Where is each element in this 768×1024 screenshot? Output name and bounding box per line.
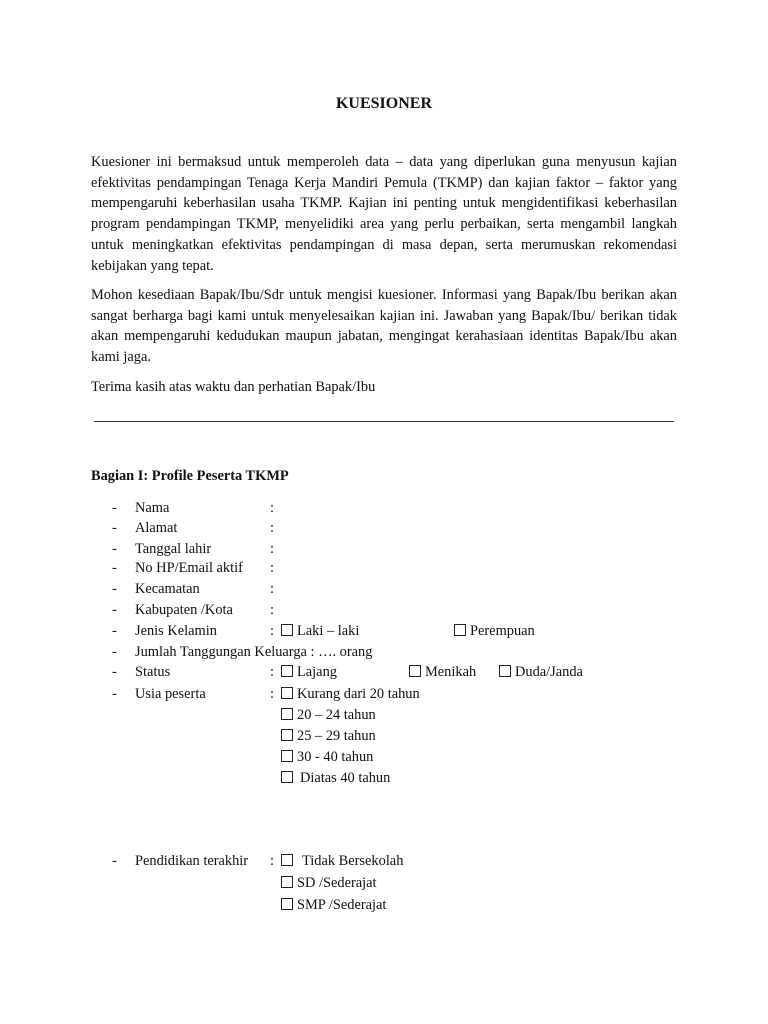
bullet-dash: - — [112, 581, 117, 597]
option-row — [0, 768, 768, 789]
checkbox-icon[interactable] — [281, 876, 293, 888]
option-pendidikan-1[interactable] — [281, 851, 403, 872]
bullet-dash: - — [112, 623, 117, 639]
option-pendidikan-3[interactable] — [281, 895, 386, 916]
field-colon[interactable]: : — [270, 500, 274, 516]
bullet-dash: - — [112, 853, 117, 869]
field-colon[interactable]: : — [270, 520, 274, 536]
field-label-usia: Usia peserta — [135, 686, 206, 702]
field-label-jenis-kelamin: Jenis Kelamin — [135, 623, 217, 639]
field-row-nama — [0, 498, 768, 519]
field-label-hp-email: No HP/Email aktif — [135, 560, 243, 576]
option-row — [0, 705, 768, 726]
field-row-usia — [0, 684, 768, 705]
bullet-dash: - — [112, 520, 117, 536]
option-label: Kurang dari 20 tahun — [297, 686, 420, 702]
option-label: Menikah — [425, 664, 477, 680]
bullet-dash: - — [112, 686, 117, 702]
option-duda-janda[interactable] — [499, 662, 583, 683]
option-menikah[interactable] — [409, 662, 476, 683]
field-colon: : — [270, 623, 274, 639]
field-row-pendidikan — [0, 851, 768, 872]
field-row-kabupaten — [0, 600, 768, 621]
field-label-alamat: Alamat — [135, 520, 178, 536]
option-usia-1[interactable] — [281, 684, 420, 705]
option-pendidikan-2[interactable] — [281, 873, 377, 894]
option-row — [0, 873, 768, 894]
intro-paragraph-2: Mohon kesediaan Bapak/Ibu/Sdr untuk mengisi kuesioner. Informasi yang Bapak/Ibu berikan akan sangat berharga bagi kami untuk menyelesaikan kajian ini. Jawaban yang Bapak/Ibu/ berikan tidak akan mempengaruhi kedudukan maupun jabatan, mengingat kerahasiaan identitas Bapak/Ibu akan kami jaga. — [91, 287, 677, 366]
field-label-tanggal-lahir: Tanggal lahir — [135, 541, 212, 557]
option-label: 20 – 24 tahun — [297, 707, 376, 723]
field-label-kecamatan: Kecamatan — [135, 581, 200, 597]
checkbox-icon[interactable] — [454, 624, 466, 636]
field-colon[interactable]: : — [270, 560, 274, 576]
field-colon: : — [270, 664, 274, 680]
checkbox-icon[interactable] — [281, 665, 293, 677]
checkbox-icon[interactable] — [409, 665, 421, 677]
checkbox-icon[interactable] — [281, 898, 293, 910]
option-label: Diatas 40 tahun — [300, 770, 391, 786]
option-label: Duda/Janda — [515, 664, 583, 680]
field-row-tanggungan — [0, 642, 768, 663]
option-label: Perempuan — [470, 623, 535, 639]
bullet-dash: - — [112, 560, 117, 576]
field-row-status — [0, 662, 768, 683]
field-row-alamat — [0, 518, 768, 539]
option-perempuan[interactable] — [454, 621, 535, 642]
field-label-tanggungan[interactable]: Jumlah Tanggungan Keluarga : …. orang — [135, 644, 373, 660]
bullet-dash: - — [112, 602, 117, 618]
field-colon[interactable]: : — [270, 541, 274, 557]
option-label: SD /Sederajat — [297, 875, 377, 891]
option-usia-3[interactable] — [281, 726, 376, 747]
option-laki-laki[interactable] — [281, 621, 359, 642]
option-usia-2[interactable] — [281, 705, 376, 726]
option-usia-4[interactable] — [281, 747, 373, 768]
field-row-jenis-kelamin — [0, 621, 768, 642]
bullet-dash: - — [112, 541, 117, 557]
field-row-hp-email — [0, 558, 768, 579]
option-label: Lajang — [297, 664, 337, 680]
bullet-dash: - — [112, 500, 117, 516]
field-label-pendidikan: Pendidikan terakhir — [135, 853, 249, 869]
field-label-kabupaten: Kabupaten /Kota — [135, 602, 233, 618]
checkbox-icon[interactable] — [281, 687, 293, 699]
divider-line — [94, 421, 674, 422]
field-colon: : — [270, 686, 274, 702]
field-colon[interactable]: : — [270, 581, 274, 597]
checkbox-icon[interactable] — [281, 854, 293, 866]
field-label-nama: Nama — [135, 500, 170, 516]
option-usia-5[interactable] — [281, 768, 390, 789]
checkbox-icon[interactable] — [499, 665, 511, 677]
option-label: Tidak Bersekolah — [302, 853, 404, 869]
checkbox-icon[interactable] — [281, 750, 293, 762]
option-row — [0, 747, 768, 768]
option-lajang[interactable] — [281, 662, 337, 683]
field-row-tanggal-lahir — [0, 539, 768, 560]
section-title: Bagian I: Profile Peserta TKMP — [91, 468, 289, 484]
page-title: KUESIONER — [335, 95, 433, 112]
checkbox-icon[interactable] — [281, 771, 293, 783]
option-label: 25 – 29 tahun — [297, 728, 376, 744]
field-colon[interactable]: : — [270, 602, 274, 618]
option-row — [0, 895, 768, 916]
checkbox-icon[interactable] — [281, 708, 293, 720]
option-label: SMP /Sederajat — [297, 897, 387, 913]
field-colon: : — [270, 853, 274, 869]
bullet-dash: - — [112, 664, 117, 680]
option-label: Laki – laki — [297, 623, 360, 639]
checkbox-icon[interactable] — [281, 624, 293, 636]
field-label-status: Status — [135, 664, 171, 680]
bullet-dash: - — [112, 644, 117, 660]
intro-paragraph-1: Kuesioner ini bermaksud untuk memperoleh data – data yang diperlukan guna menyusun kajian efektivitas pendampingan Tenaga Kerja Mandiri Pemula (TKMP) dan kajian faktor – faktor yang mempengaruhi keberhasilan usaha TKMP. Kajian ini penting untuk mengidentifikasi keberhasilan program pendampingan TKMP, menyelidiki area yang perlu perbaikan, serta mengambil langkah untuk meningkatkan efektivitas pendampingan di masa depan, serta merumuskan rekomendasi kebijakan yang tepat. — [91, 154, 677, 274]
intro-paragraph-3: Terima kasih atas waktu dan perhatian Bapak/Ibu — [91, 379, 376, 395]
field-row-kecamatan — [0, 579, 768, 600]
checkbox-icon[interactable] — [281, 729, 293, 741]
option-row — [0, 726, 768, 747]
option-label: 30 - 40 tahun — [297, 749, 374, 765]
